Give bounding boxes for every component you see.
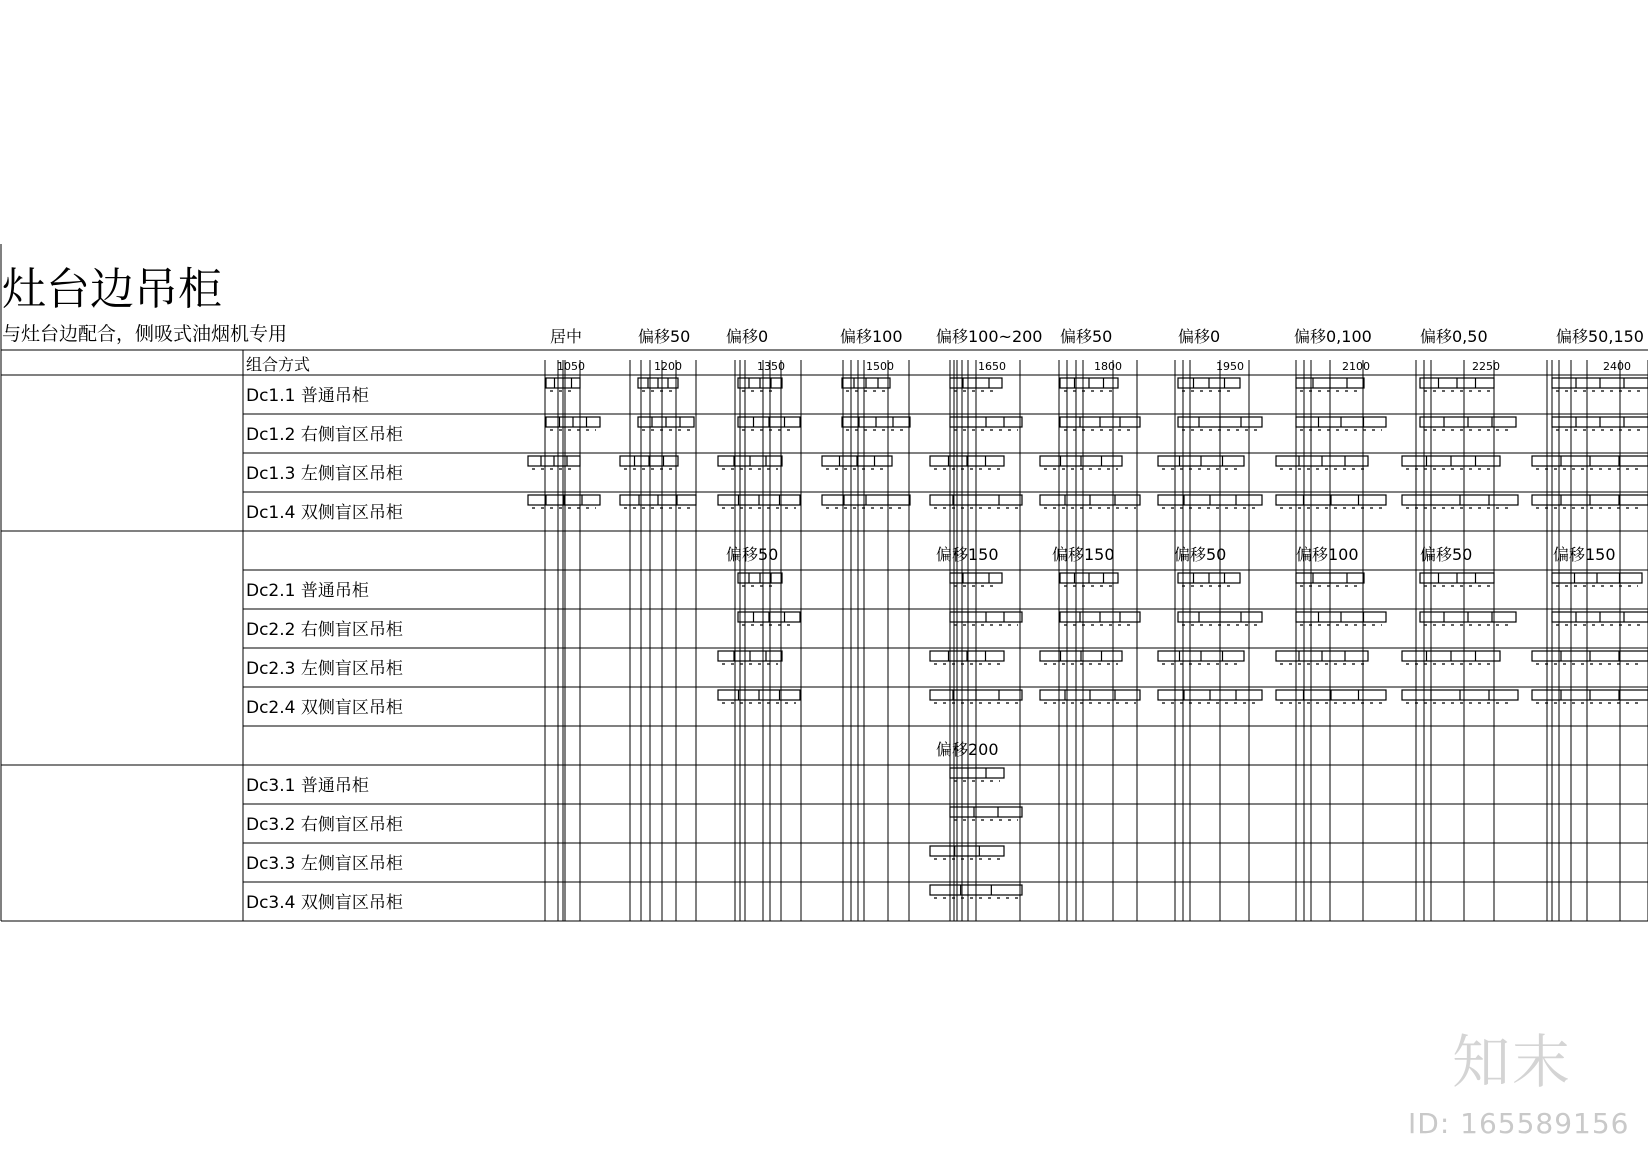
cabinet-symbol <box>1178 573 1240 586</box>
cabinet-symbol <box>1040 690 1140 703</box>
cabinet-symbol <box>1296 417 1386 430</box>
cabinet-symbol <box>1402 456 1500 469</box>
offset-label: 偏移50 <box>1174 545 1227 564</box>
cabinet-symbol <box>1552 573 1642 586</box>
row-label-dc1-2: Dc1.2 右侧盲区吊柜 <box>246 425 403 445</box>
offset-label: 偏移0,50 <box>1420 327 1488 346</box>
cabinet-symbol <box>1552 417 1648 430</box>
cabinet-symbol <box>528 495 600 508</box>
cabinet-symbol <box>1402 690 1518 703</box>
offset-label: 偏移50 <box>638 327 691 346</box>
offset-label: 偏移0,100 <box>1294 327 1372 346</box>
cabinet-symbol <box>950 807 1022 820</box>
row-label-dc2-1: Dc2.1 普通吊柜 <box>246 581 369 601</box>
offset-label: 偏移50,150 <box>1556 327 1644 346</box>
cabinet-symbol <box>1158 690 1262 703</box>
cabinet-symbol <box>1296 612 1386 625</box>
page-subtitle: 与灶台边配合，侧吸式油烟机专用 <box>2 323 288 345</box>
width-label: 1800 <box>1094 360 1122 373</box>
cabinet-symbol <box>1178 378 1240 391</box>
cabinet-symbol <box>1040 456 1122 469</box>
cabinet-symbol <box>950 417 1022 430</box>
cabinet-symbol <box>1276 456 1368 469</box>
cabinet-symbol <box>1420 417 1516 430</box>
row-label-dc3-2: Dc3.2 右侧盲区吊柜 <box>246 815 403 835</box>
row-label-dc1-3: Dc1.3 左侧盲区吊柜 <box>246 464 403 484</box>
row-label-dc1-1: Dc1.1 普通吊柜 <box>246 386 369 406</box>
cabinet-symbol <box>718 456 782 469</box>
width-label: 1950 <box>1216 360 1244 373</box>
cabinet-symbol <box>718 495 800 508</box>
cabinet-symbol <box>1060 417 1140 430</box>
cabinet-symbol <box>638 417 694 430</box>
row-label-dc3-3: Dc3.3 左侧盲区吊柜 <box>246 854 403 874</box>
width-label: 1200 <box>654 360 682 373</box>
offset-label: 偏移100 <box>1296 545 1359 564</box>
cabinet-symbol <box>950 768 1004 781</box>
cabinet-symbol <box>1402 651 1500 664</box>
cabinet-symbol <box>1040 651 1122 664</box>
watermark-id: ID: 165589156 <box>1408 1107 1630 1140</box>
cabinet-symbol <box>1158 495 1262 508</box>
cabinet-symbol <box>930 846 1004 859</box>
cabinet-symbol <box>738 417 800 430</box>
width-label: 1350 <box>757 360 785 373</box>
offset-label: 居中 <box>550 327 583 346</box>
cabinet-symbol <box>930 651 1004 664</box>
offset-label: 偏移0 <box>726 327 769 346</box>
cabinet-symbol <box>620 456 678 469</box>
cabinet-symbol <box>1552 378 1648 391</box>
row-label-dc2-3: Dc2.3 左侧盲区吊柜 <box>246 659 403 679</box>
width-label: 2400 <box>1603 360 1631 373</box>
cabinet-symbol <box>930 456 1004 469</box>
row-label-dc2-4: Dc2.4 双侧盲区吊柜 <box>246 698 403 718</box>
row-label-dc3-4: Dc3.4 双侧盲区吊柜 <box>246 893 403 913</box>
cabinet-symbol <box>950 612 1022 625</box>
cabinet-symbol <box>1158 651 1244 664</box>
cabinet-symbol <box>1532 456 1648 469</box>
row-label-dc3-1: Dc3.1 普通吊柜 <box>246 776 369 796</box>
width-label: 1500 <box>866 360 894 373</box>
combination-header: 组合方式 <box>246 355 311 374</box>
cabinet-symbol <box>546 417 600 430</box>
offset-label: 偏移150 <box>1553 545 1616 564</box>
cabinet-symbol <box>1532 651 1648 664</box>
offset-label: 偏移50 <box>726 545 779 564</box>
cabinet-symbol <box>1060 573 1118 586</box>
cabinet-symbol <box>1402 495 1518 508</box>
cabinet-symbol <box>620 495 696 508</box>
cabinet-symbol <box>738 612 800 625</box>
cabinet-symbol <box>718 651 782 664</box>
cabinet-symbol <box>1276 690 1386 703</box>
cabinet-symbol <box>528 456 580 469</box>
page-title: 灶台边吊柜 <box>2 264 222 315</box>
cabinet-symbol <box>1532 690 1648 703</box>
cabinet-symbol <box>1060 378 1118 391</box>
width-label: 2250 <box>1472 360 1500 373</box>
cabinet-symbol <box>1276 495 1386 508</box>
cabinet-symbol <box>718 690 800 703</box>
cabinet-symbol <box>1532 495 1648 508</box>
offset-label: 偏移100~200 <box>936 327 1043 346</box>
offset-label: 偏移200 <box>936 740 999 759</box>
offset-label: 偏移50 <box>1420 545 1473 564</box>
cabinet-symbol <box>842 378 890 391</box>
width-label: 1050 <box>557 360 585 373</box>
offset-label: 偏移0 <box>1178 327 1221 346</box>
width-label: 1650 <box>978 360 1006 373</box>
cabinet-symbol <box>822 456 892 469</box>
row-label-dc1-4: Dc1.4 双侧盲区吊柜 <box>246 503 403 523</box>
cabinet-symbol <box>822 495 910 508</box>
cabinet-symbol <box>1276 651 1368 664</box>
cabinet-symbol <box>1158 456 1244 469</box>
watermark-logo: 知末 <box>1452 1028 1573 1096</box>
cabinet-symbol <box>1552 612 1648 625</box>
width-label: 2100 <box>1342 360 1370 373</box>
cabinet-symbol <box>638 378 678 391</box>
offset-label: 偏移150 <box>1052 545 1115 564</box>
cabinet-symbol <box>842 417 910 430</box>
row-label-dc2-2: Dc2.2 右侧盲区吊柜 <box>246 620 403 640</box>
cabinet-symbol <box>1420 612 1516 625</box>
offset-label: 偏移150 <box>936 545 999 564</box>
offset-label: 偏移50 <box>1060 327 1113 346</box>
cabinet-symbol <box>1040 495 1140 508</box>
offset-label: 偏移100 <box>840 327 903 346</box>
cabinet-symbol <box>1060 612 1140 625</box>
